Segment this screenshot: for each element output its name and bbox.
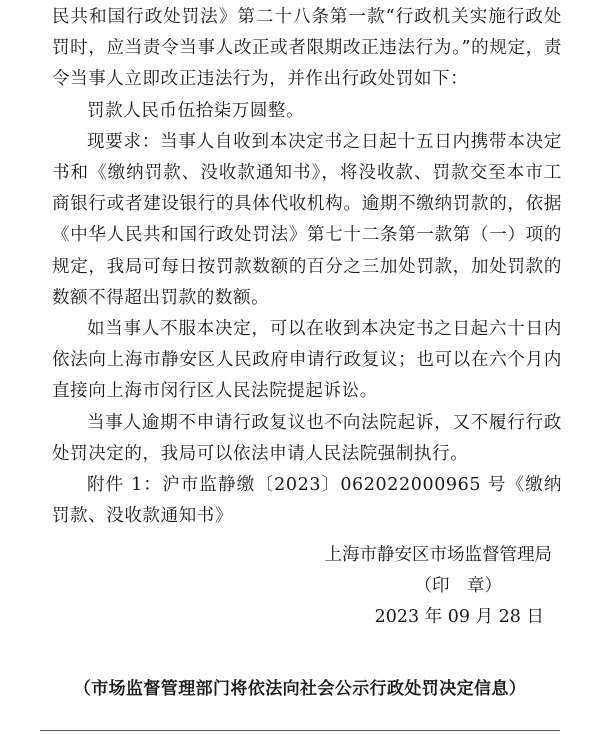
paragraph-appeal-rights: 如当事人不服本决定，可以在收到本决定书之日起六十日内依法向上海市静安区人民政府申请行政复议；也可以在六个月内直接向上海市闵行区人民法院提起诉讼。 xyxy=(52,319,562,402)
public-notice: （市场监督管理部门将依法向社会公示行政处罚决定信息） xyxy=(73,679,527,699)
paragraph-legal-basis: 民共和国行政处罚法》第二十八条第一款“行政机关实施行政处罚时，应当责令当事人改正或者限期改正违法行为。”的规定，责令当事人立即改正违法行为，并作出行政处罚如下： xyxy=(52,7,562,90)
issue-date: 2023 年 09 月 28 日 xyxy=(374,607,544,627)
paragraph-enforcement: 当事人逾期不申请行政复议也不向法院起诉，又不履行行政处罚决定的，我局可以依法申请人民法院强制执行。 xyxy=(52,412,562,464)
signature-block xyxy=(252,540,552,633)
paragraph-attachment: 附件 1：沪市监静缴〔2023〕062022000965 号《缴纳罚款、没收款通知书》 xyxy=(52,475,562,527)
paragraph-payment-requirement: 现要求：当事人自收到本决定书之日起十五日内携带本决定书和《缴纳罚款、没收款通知书》，将没收款、罚款交至本市工商银行或者建设银行的具体代收机构。逾期不缴纳罚款的，依据《中华人民共和国行政处罚法》第七十二条第一款第（一）项的规定，我局可每日按罚款数额的百分之三加处罚款，加处罚款的数额不得超出罚款的数额。 xyxy=(52,131,562,308)
paragraph-penalty: 罚款人民币伍拾柒万圆整。 xyxy=(87,100,305,121)
bottom-divider xyxy=(40,730,560,731)
decision-body xyxy=(52,2,562,532)
seal-label: （印 章） xyxy=(414,576,502,596)
issuing-agency: 上海市静安区市场监督管理局 xyxy=(324,545,552,565)
